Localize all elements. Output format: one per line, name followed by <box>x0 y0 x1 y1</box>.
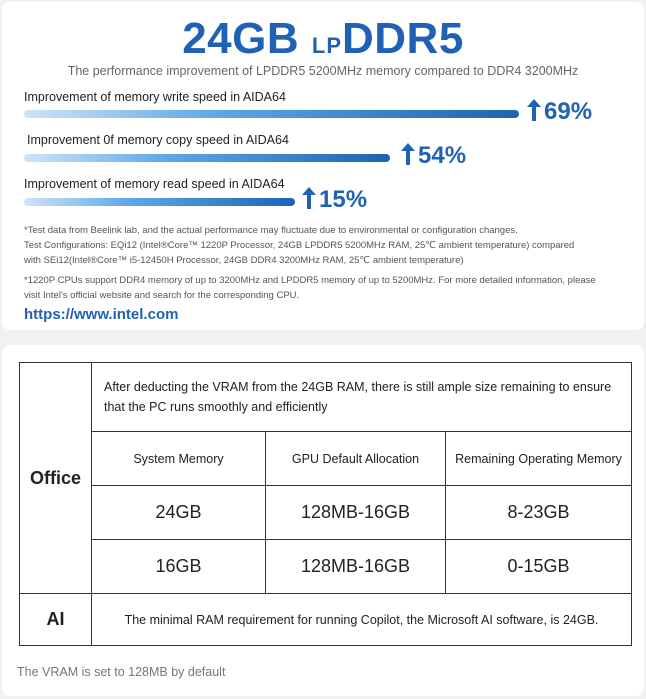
intel-link[interactable]: https://www.intel.com <box>24 306 179 323</box>
header-gpu-allocation: GPU Default Allocation <box>266 432 446 486</box>
header-remaining-memory: Remaining Operating Memory <box>446 432 632 486</box>
system-memory-cell: 24GB <box>92 486 266 540</box>
gpu-allocation-cell: 128MB-16GB <box>266 540 446 594</box>
performance-card <box>2 2 644 330</box>
office-label: Office <box>20 363 92 594</box>
copy-speed-label: Improvement 0f memory copy speed in AIDA64 <box>27 133 289 147</box>
arrow-up-icon <box>401 143 415 165</box>
subtitle: The performance improvement of LPDDR5 5200MHz memory compared to DDR4 3200MHz <box>67 64 579 78</box>
read-speed-bar <box>24 198 295 206</box>
remaining-memory-cell: 8-23GB <box>446 486 632 540</box>
title-main: 24GB <box>182 14 312 63</box>
arrow-up-icon <box>527 99 541 121</box>
remaining-memory-cell: 0-15GB <box>446 540 632 594</box>
table-row <box>20 486 632 540</box>
arrow-up-icon <box>302 187 316 209</box>
table-row <box>20 540 632 594</box>
ai-label: AI <box>20 594 92 646</box>
read-speed-label: Improvement of memory read speed in AIDA64 <box>24 177 285 191</box>
cpu-support-note: *1220P CPUs support DDR4 memory of up to 3200MHz and LPDDR5 memory of up to 5200MHz. For more detailed information, please visit Intel's official website and search for the corresponding CPU. <box>24 275 596 301</box>
write-speed-label: Improvement of memory write speed in AIDA64 <box>24 90 286 104</box>
page-title <box>2 14 644 64</box>
write-speed-bar <box>24 110 519 118</box>
office-description: After deducting the VRAM from the 24GB RAM, there is still ample size remaining to ensure that the PC runs smoothly and efficiently <box>92 363 632 432</box>
copy-speed-percent: 54% <box>401 142 466 170</box>
title-small: LP <box>311 33 342 58</box>
title-tail: DDR5 <box>342 14 464 63</box>
read-speed-percent: 15% <box>302 186 367 214</box>
memory-table <box>19 362 632 646</box>
test-disclaimer: *Test data from Beelink lab, and the actual performance may fluctuate due to environmental or configuration changes. Test Configurations: EQi12 (Intel®Core™ 1220P Processor, 24GB LPDDR5 5200MHz RAM, 25℃ ambient temperature) compared with SEi12(Intel®Core™ i5-12450H Processor, 24GB DDR4 3200MHz RAM, 25℃ ambient temperature) <box>24 225 575 266</box>
system-memory-cell: 16GB <box>92 540 266 594</box>
copy-speed-bar <box>24 154 390 162</box>
ai-description: The minimal RAM requirement for running Copilot, the Microsoft AI software, is 24GB. <box>92 594 632 646</box>
write-speed-percent: 69% <box>527 98 592 126</box>
header-system-memory: System Memory <box>92 432 266 486</box>
memory-allocation-card <box>2 345 644 696</box>
vram-footnote: The VRAM is set to 128MB by default <box>17 665 226 679</box>
gpu-allocation-cell: 128MB-16GB <box>266 486 446 540</box>
